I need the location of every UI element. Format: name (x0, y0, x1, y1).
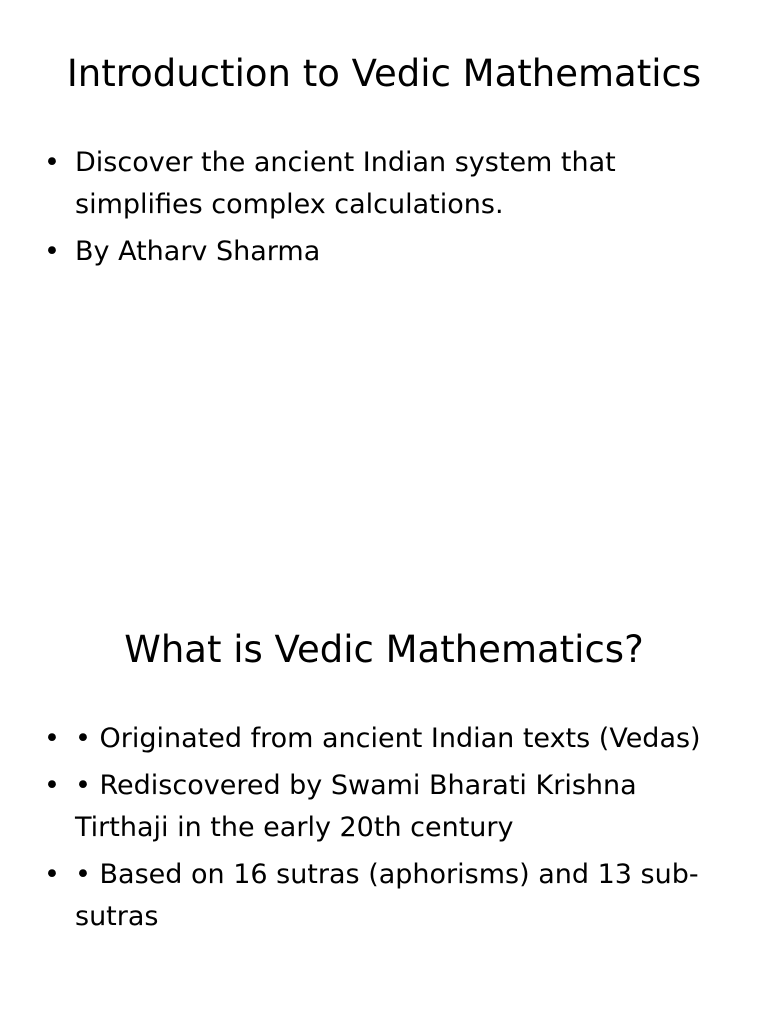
slide-2 (0, 512, 768, 1024)
bullet-list (44, 718, 714, 943)
bullet-text: • Based on 16 sutras (aphorisms) and 13 sub-sutras (75, 859, 699, 932)
bullet-text: • Rediscovered by Swami Bharati Krishna Tirthaji in the early 20th century (75, 770, 637, 843)
bullet-marker: • (44, 723, 60, 754)
bullet-item (44, 765, 714, 849)
bullet-item (44, 854, 714, 938)
bullet-text: By Atharv Sharma (75, 236, 321, 267)
bullet-item (44, 142, 714, 226)
bullet-text: Discover the ancient Indian system that simplifies complex calculations. (75, 147, 616, 220)
bullet-marker: • (44, 236, 60, 267)
bullet-marker: • (44, 770, 60, 801)
bullet-item (44, 231, 714, 273)
bullet-marker: • (44, 859, 60, 890)
slide-title: Introduction to Vedic Mathematics (66, 52, 702, 95)
slide-title: What is Vedic Mathematics? (124, 628, 644, 671)
bullet-text: • Originated from ancient Indian texts (Vedas) (75, 723, 701, 754)
bullet-item (44, 718, 714, 760)
bullet-list (44, 142, 714, 278)
bullet-marker: • (44, 147, 60, 178)
